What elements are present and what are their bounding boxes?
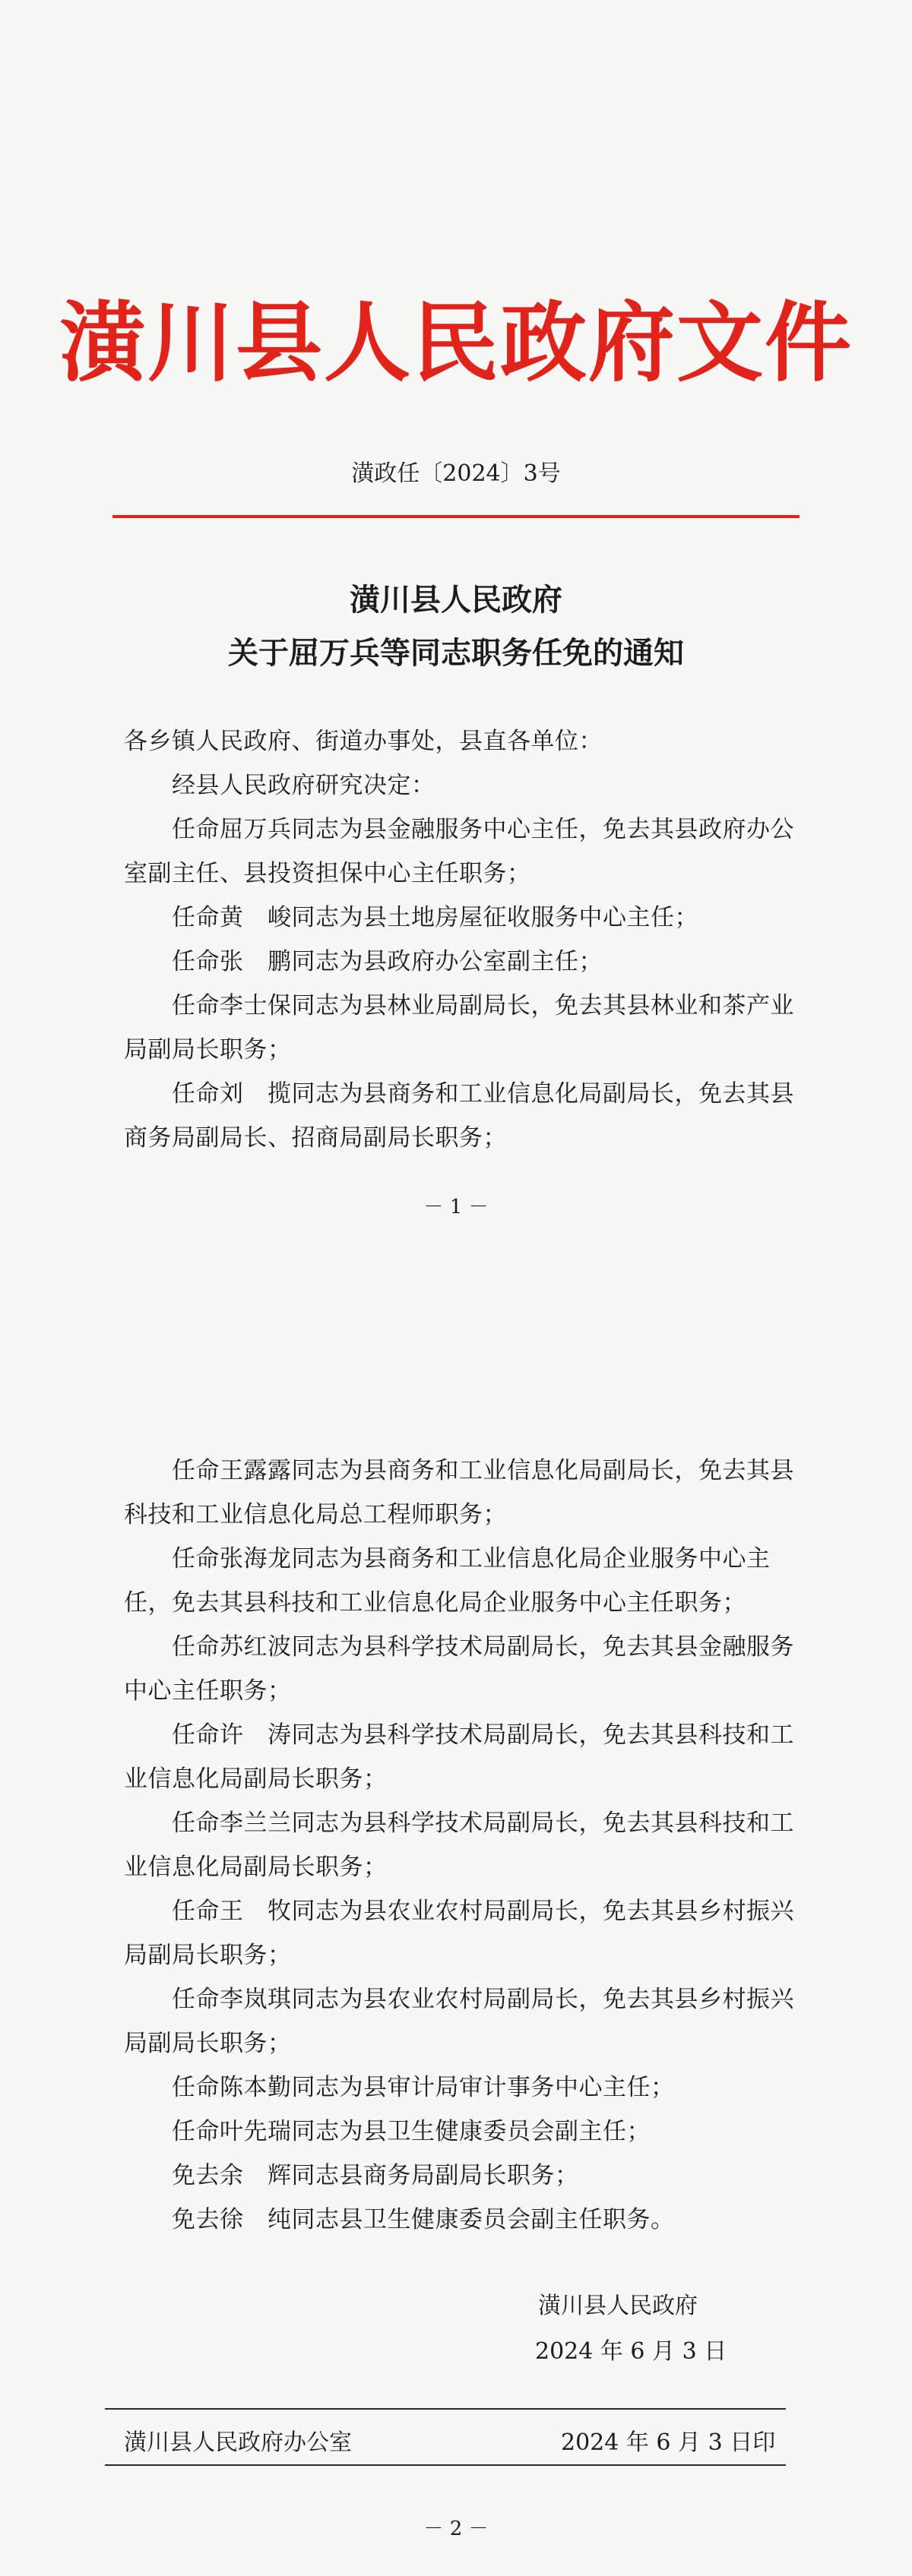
body-line: 任命苏红波同志为县科学技术局副局长，免去其县金融服务 [172, 1633, 794, 1661]
notice-title-line1: 潢川县人民政府 [350, 582, 562, 618]
signature-date: 2024 年 6 月 3 日 [535, 2338, 727, 2365]
body-line: 任命李兰兰同志为县科学技术局副局长，免去其县科技和工 [172, 1810, 794, 1837]
signature-issuer: 潢川县人民政府 [538, 2293, 698, 2319]
body-line: 任命张 鹏同志为县政府办公室副主任； [172, 948, 603, 975]
page-number-2: － 2 － [423, 2518, 489, 2540]
page-number-1: － 1 － [423, 1196, 489, 1218]
salutation: 各乡镇人民政府、街道办事处，县直各单位： [124, 728, 603, 755]
body-line: 任命李岚琪同志为县农业农村局副局长，免去其县乡村振兴 [172, 1986, 794, 2013]
body-line: 经县人民政府研究决定： [172, 772, 435, 799]
body-line: 科技和工业信息化局总工程师职务； [124, 1501, 507, 1528]
red-separator-line [112, 515, 800, 518]
body-line: 局副局长职务； [124, 1942, 292, 1969]
body-line: 免去余 辉同志县商务局副局长职务； [172, 2162, 579, 2189]
body-line: 任，免去其县科技和工业信息化局企业服务中心主任职务； [124, 1589, 746, 1617]
body-line: 任命张海龙同志为县商务和工业信息化局企业服务中心主 [172, 1545, 771, 1572]
body-line: 任命李士保同志为县林业局副局长，免去其县林业和茶产业 [172, 992, 794, 1019]
body-line: 局副局长职务； [124, 2030, 292, 2057]
footer-rule-bottom [105, 2464, 786, 2466]
body-line: 任命叶先瑞同志为县卫生健康委员会副主任； [172, 2118, 651, 2145]
body-line: 中心主任职务； [124, 1677, 292, 1705]
document-header-title: 潢川县人民政府文件 [59, 292, 853, 394]
body-line: 任命王露露同志为县商务和工业信息化局副局长，免去其县 [172, 1457, 794, 1484]
notice-title-line2: 关于屈万兵等同志职务任免的通知 [228, 635, 684, 671]
body-line: 任命王 牧同志为县农业农村局副局长，免去其县乡村振兴 [172, 1898, 794, 1925]
footer-office: 潢川县人民政府办公室 [124, 2429, 352, 2456]
body-line: 免去徐 纯同志县卫生健康委员会副主任职务。 [172, 2206, 675, 2233]
body-line: 室副主任、县投资担保中心主任职务； [124, 860, 531, 887]
body-line: 任命黄 峻同志为县土地房屋征收服务中心主任； [172, 904, 698, 931]
document-number: 潢政任〔2024〕3号 [351, 460, 561, 487]
body-line: 任命陈本勤同志为县审计局审计事务中心主任； [172, 2074, 675, 2101]
body-line: 业信息化局副局长职务； [124, 1765, 388, 1793]
body-line: 局副局长职务； [124, 1036, 292, 1064]
body-line: 任命刘 揽同志为县商务和工业信息化局副局长，免去其县 [172, 1080, 794, 1108]
footer-rule-top [105, 2408, 786, 2410]
body-line: 任命屈万兵同志为县金融服务中心主任，免去其县政府办公 [172, 816, 794, 843]
body-line: 任命许 涛同志为县科学技术局副局长，免去其县科技和工 [172, 1721, 794, 1749]
footer-print-date: 2024 年 6 月 3 日印 [561, 2429, 776, 2456]
body-line: 商务局副局长、招商局副局长职务； [124, 1124, 507, 1152]
body-line: 业信息化局副局长职务； [124, 1854, 388, 1881]
